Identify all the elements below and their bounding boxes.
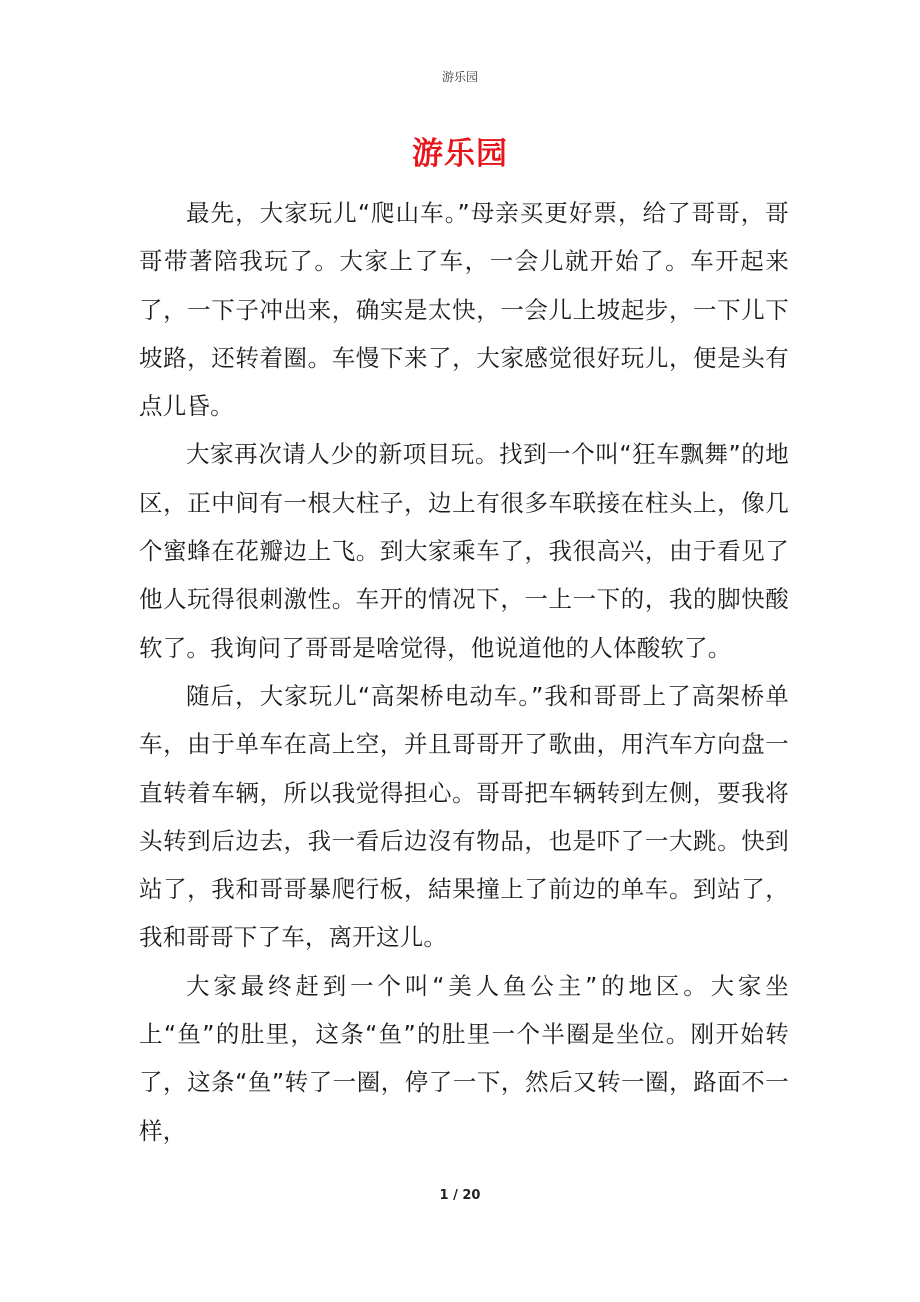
paragraph-4: 大家最终赶到一个叫“美人鱼公主”的地区。大家坐上“鱼”的肚里，这条“鱼”的肚里一个半圈是坐位。刚开始转了，这条“鱼”转了一圈，停了一下，然后又转一圈，路面不一样， <box>139 971 789 1145</box>
paragraph-2: 大家再次请人少的新项目玩。找到一个叫“狂车飘舞”的地区，正中间有一根大柱子，边上有很多车联接在柱头上，像几个蜜蜂在花瓣边上飞。到大家乘车了，我很高兴，由于看见了他人玩得很刺激性。车开的情况下，一上一下的，我的脚快酸软了。我询问了哥哥是啥觉得，他说道他的人体酸软了。 <box>139 440 789 662</box>
document-body <box>139 189 789 1155</box>
paragraph-1: 最先，大家玩儿“爬山车。”母亲买更好票，给了哥哥，哥哥带著陪我玩了。大家上了车，一会儿就开始了。车开起来了，一下子冲出来，确实是太快，一会儿上坡起步，一下儿下坡路，还转着圈。车慢下来了，大家感觉很好玩儿，便是头有点儿昏。 <box>139 199 789 421</box>
document-title: 游乐园 <box>412 136 508 172</box>
running-header: 游乐园 <box>441 70 478 84</box>
page-number: 1 / 20 <box>439 1188 481 1203</box>
paragraph-3: 随后，大家玩儿“高架桥电动车。”我和哥哥上了高架桥单车，由于单车在高上空，并且哥哥开了歌曲，用汽车方向盘一直转着车辆，所以我觉得担心。哥哥把车辆转到左侧，要我将头转到后边去，我一看后边沒有物品，也是吓了一大跳。快到站了，我和哥哥暴爬行板，結果撞上了前边的单车。到站了，我和哥哥下了车，离开这儿。 <box>139 681 789 952</box>
